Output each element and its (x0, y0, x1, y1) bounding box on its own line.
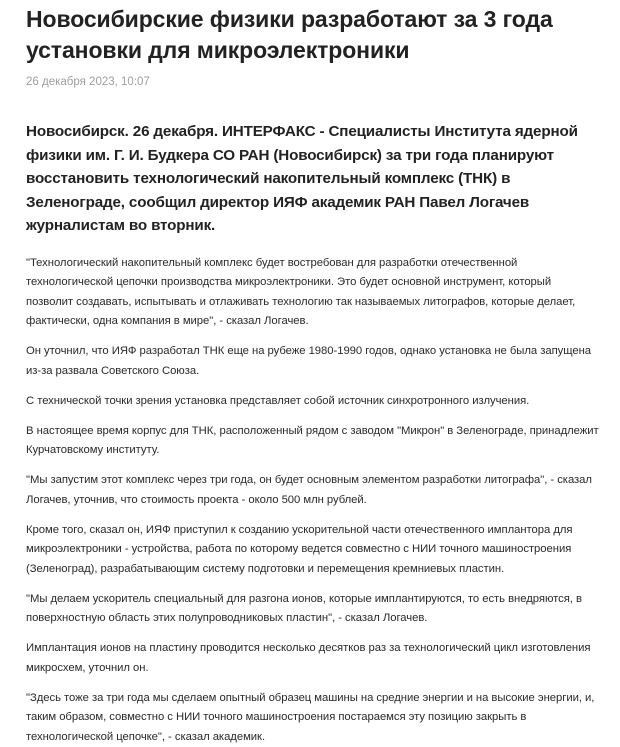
article-paragraph-9: "Здесь тоже за три года мы сделаем опытный образец машины на средние энергии и на высокие энергии, и, таким образом, совместно с НИИ точного машиностроения постараемся эту позицию закрыть в технологической цепочке", - сказал академик. (26, 689, 600, 747)
article-paragraph-4: В настоящее время корпус для ТНК, расположенный рядом с заводом "Микрон" в Зеленограде, принадлежит Курчатовскому институту. (26, 422, 600, 461)
article-paragraph-1: "Технологический накопительный комплекс будет востребован для разработки отечественной технологической цепочки производства микроэлектроники. Это будет основной инструмент, который позволит создавать, испытывать и отлаживать технологию так называемых литографов, которые делает, фактически, одна компания в мире", - сказал Логачев. (26, 254, 600, 332)
article-paragraph-6: Кроме того, сказал он, ИЯФ приступил к созданию ускорительной части отечественного имплантора для микроэлектроники - устройства, работа по которому ведется совместно с НИИ точного машиностроения (Зеленоград), разрабатывающим систему подготовки и перемещения кремниевых пластин. (26, 521, 600, 580)
article-paragraph-2: Он уточнил, что ИЯФ разработал ТНК еще на рубеже 1980-1990 годов, однако установка не была запущена из-за развала Советского Союза. (26, 342, 600, 381)
article-lead: Новосибирск. 26 декабря. ИНТЕРФАКС - Специалисты Института ядерной физики им. Г. И. Будкера СО РАН (Новосибирск) за три года планируют восстановить технологический накопительный комплекс (ТНК) в Зеленограде, сообщил директор ИЯФ академик РАН Павел Логачев журналистам во вторник. (26, 120, 600, 238)
article-paragraph-3: С технической точки зрения установка представляет собой источник синхротронного излучения. (26, 392, 600, 412)
publication-date: 26 декабря 2023, 10:07 (26, 74, 600, 90)
article-paragraph-8: Имплантация ионов на пластину проводится несколько десятков раз за технологический цикл изготовления микросхем, уточнил он. (26, 639, 600, 678)
article-paragraph-7: "Мы делаем ускоритель специальный для разгона ионов, которые имплантируются, то есть внедряются, в поверхностную область этих полупроводниковых пластин", - сказал Логачев. (26, 590, 600, 629)
article-paragraph-5: "Мы запустим этот комплекс через три года, он будет основным элементом разработки литографа", - сказал Логачев, уточнив, что стоимость проекта - около 500 млн рублей. (26, 471, 600, 510)
article-body (26, 254, 600, 747)
article-headline: Новосибирские физики разработают за 3 года установки для микроэлектроники (26, 0, 600, 66)
